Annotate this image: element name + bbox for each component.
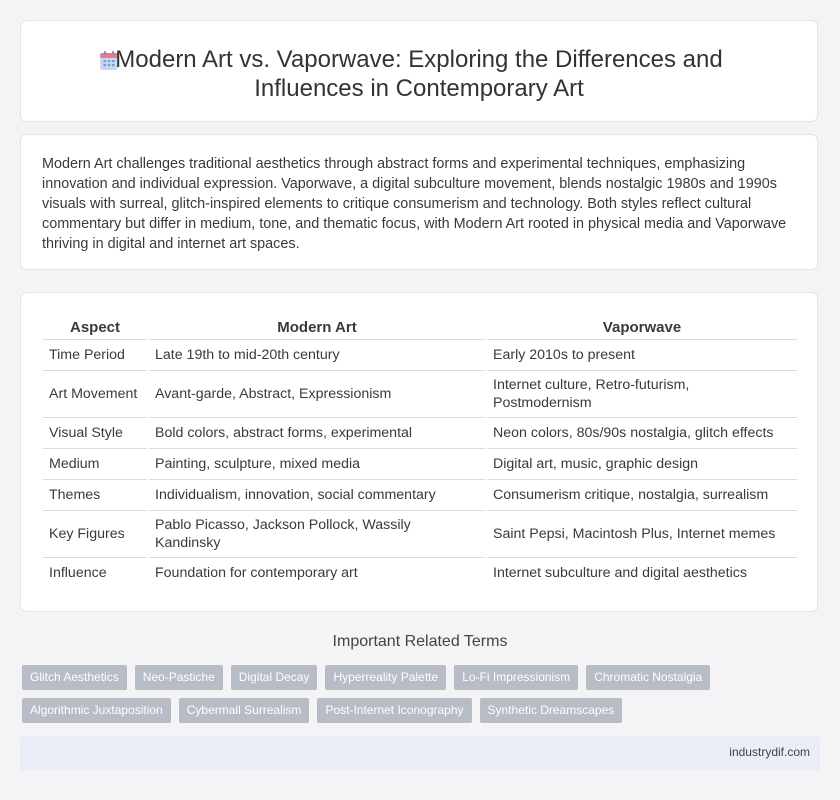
- cell-aspect: Themes: [43, 480, 147, 511]
- cell-modern-art: Bold colors, abstract forms, experimental: [149, 418, 485, 449]
- tag-cybermall-surrealism[interactable]: Cybermall Surrealism: [179, 698, 310, 723]
- cell-vaporwave: Early 2010s to present: [487, 340, 797, 371]
- cell-modern-art: Late 19th to mid-20th century: [149, 340, 485, 371]
- table-row: [43, 480, 797, 511]
- tag-neo-pastiche[interactable]: Neo-Pastiche: [135, 665, 223, 690]
- table-row: [43, 340, 797, 371]
- cell-aspect: Influence: [49, 565, 107, 581]
- intro-card: [20, 134, 818, 270]
- cell-vaporwave: Saint Pepsi, Macintosh Plus, Internet memes: [487, 511, 797, 558]
- cell-aspect: Key Figures: [43, 511, 147, 558]
- related-terms-list: [22, 665, 812, 723]
- table-row: [43, 558, 797, 588]
- cell-modern-art: Individualism, innovation, social commentary: [149, 480, 485, 511]
- tag-synthetic-dreamscapes[interactable]: Synthetic Dreamscapes: [480, 698, 623, 723]
- footer-site-link[interactable]: industrydif.com: [729, 745, 810, 759]
- comparison-table: [41, 314, 799, 588]
- footer: [20, 736, 820, 770]
- comparison-card: [20, 292, 818, 612]
- table-header-row: [43, 314, 797, 340]
- cell-modern-art: Avant-garde, Abstract, Expressionism: [149, 371, 485, 418]
- tag-algorithmic-juxtaposition[interactable]: Algorithmic Juxtaposition: [22, 698, 171, 723]
- cell-vaporwave: Internet culture, Retro-futurism, Postmodernism: [487, 371, 797, 418]
- cell-aspect: Time Period: [43, 340, 147, 371]
- header-vaporwave: Vaporwave: [487, 314, 797, 340]
- header-modern-art: Modern Art: [149, 314, 485, 340]
- tag-hyperreality-palette[interactable]: Hyperreality Palette: [325, 665, 446, 690]
- cell-vaporwave: Digital art, music, graphic design: [487, 449, 797, 480]
- tag-lo-fi-impressionism[interactable]: Lo-Fi Impressionism: [454, 665, 578, 690]
- tag-digital-decay[interactable]: Digital Decay: [231, 665, 318, 690]
- tag-glitch-aesthetics[interactable]: Glitch Aesthetics: [22, 665, 127, 690]
- table-row: [43, 511, 797, 558]
- cell-modern-art: Painting, sculpture, mixed media: [149, 449, 485, 480]
- cell-vaporwave: Consumerism critique, nostalgia, surrealism: [487, 480, 797, 511]
- cell-modern-art: Pablo Picasso, Jackson Pollock, Wassily Kandinsky: [149, 511, 485, 558]
- cell-modern-art: Foundation for contemporary art: [155, 565, 358, 581]
- cell-vaporwave: Neon colors, 80s/90s nostalgia, glitch effects: [487, 418, 797, 449]
- related-terms-heading: Important Related Terms: [332, 633, 508, 650]
- table-row: [43, 371, 797, 418]
- table-row: [43, 418, 797, 449]
- intro-paragraph: Modern Art challenges traditional aesthetics through abstract forms and experimental techniques, emphasizing innovation and individual expression. Vaporwave, a digital subculture movement, blends nostalgic 1980s and 1990s visuals with surreal, glitch-inspired elements to critique consumerism and technology. Both styles reflect cultural commentary but differ in medium, tone, and thematic focus, with Modern Art rooted in physical media and Vaporwave thriving in digital and internet art spaces.: [42, 156, 787, 252]
- table-row: [43, 449, 797, 480]
- tag-post-internet-iconography[interactable]: Post-Internet Iconography: [317, 698, 471, 723]
- title-card: [20, 20, 818, 122]
- cell-aspect: Medium: [43, 449, 147, 480]
- cell-aspect: Art Movement: [43, 371, 147, 418]
- page-title: Modern Art vs. Vaporwave: Exploring the Differences and Influences in Contemporary Art: [115, 46, 723, 102]
- tag-chromatic-nostalgia[interactable]: Chromatic Nostalgia: [586, 665, 710, 690]
- cell-vaporwave: Internet subculture and digital aesthetics: [493, 565, 747, 581]
- header-aspect: Aspect: [43, 314, 147, 340]
- cell-aspect: Visual Style: [43, 418, 147, 449]
